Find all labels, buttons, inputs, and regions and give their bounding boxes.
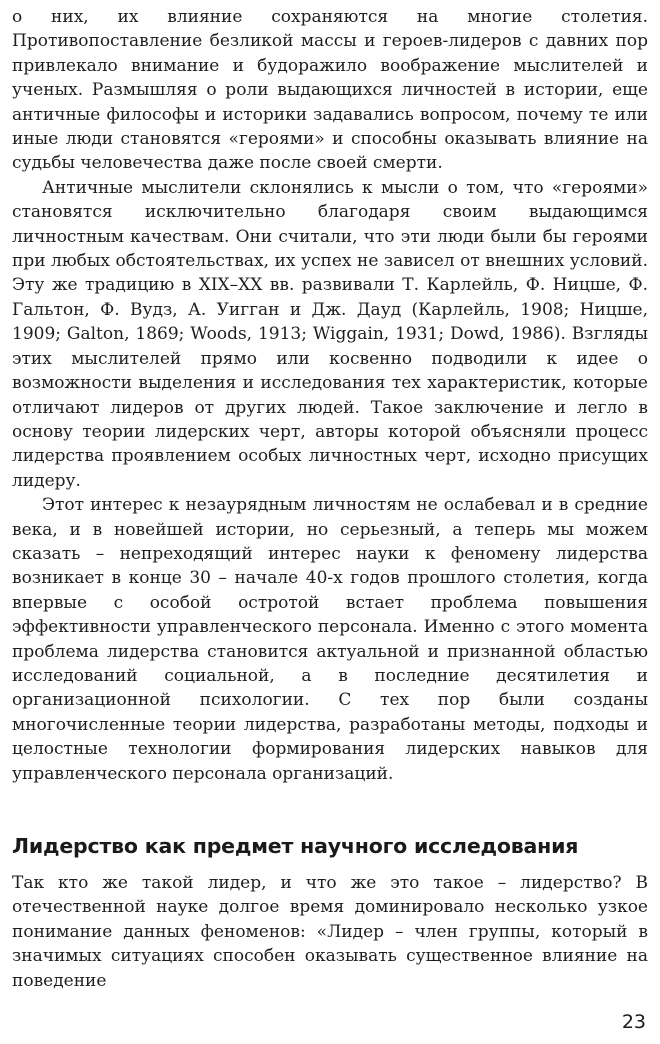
page-number: 23 — [621, 1011, 646, 1033]
paragraph-section-intro: Так кто же такой лидер, и что же это такое – лидерство? В отечественной науке долгое время доминировало несколько узкое понимание данных феноменов: «Лидер – член группы, который в значимых ситуациях способен оказывать существенное влияние на поведение — [12, 873, 648, 991]
paragraph-ancient-thinkers: Античные мыслители склонялись к мысли о том, что «героями» становятся исключительно благодаря своим выдающимся личностным качествам. Они считали, что эти люди были бы героями при любых обстоятельствах, их успех не зависел от внешних условий. Эту же традицию в XIX–XX вв. развивали Т. Карлейль, Ф. Ницше, Ф. Гальтон, Ф. Вудз, А. Уигган и Дж. Дауд (Карлейль, 1908; Ницше, 1909; Galton, 1869; Woods, 1913; Wiggain, 1931; Dowd, 1986). Взгляды этих мыслителей прямо или косвенно подводили к идее о возможности выделения и исследования тех характеристик, которые отличают лидеров от других людей. Такое заключение и легло в основу теории лидерских черт, авторы которой объясняли процесс лидерства проявлением особых личностных черт, исходно присущих лидеру. — [12, 177, 648, 491]
paragraph-modern-interest: Этот интерес к незаурядным личностям не ослабевал и в средние века, и в новейшей истории, но серьезный, а теперь мы можем сказать – непреходящий интерес науки к феномену лидерства возникает в конце 30 – начале 40-х годов прошлого столетия, когда впервые с особой остротой встает проблема повышения эффективности управленческого персонала. Именно с этого момента проблема лидерства становится актуальной и признанной областью исследований социальной, а в последние десятилетия и организационной психологии. С тех пор были созданы многочисленные теории лидерства, разработаны методы, подходы и целостные технологии формирования лидерских навыков для управленческого персонала организаций. — [12, 495, 648, 784]
paragraph-continuation: о них, их влияние сохраняются на многие столетия. Противопоставление безликой массы и героев-лидеров с давних пор привлекало внимание и будоражило воображение мыслителей и ученых. Размышляя о роли выдающихся личностей в истории, еще античные философы и историки задавались вопросом, почему те или иные люди становятся «героями» и способны оказывать влияние на судьбы человечества даже после своей смерти. — [12, 7, 648, 174]
page-body — [12, 5, 648, 993]
section-heading: Лидерство как предмет научного исследования — [12, 834, 579, 858]
